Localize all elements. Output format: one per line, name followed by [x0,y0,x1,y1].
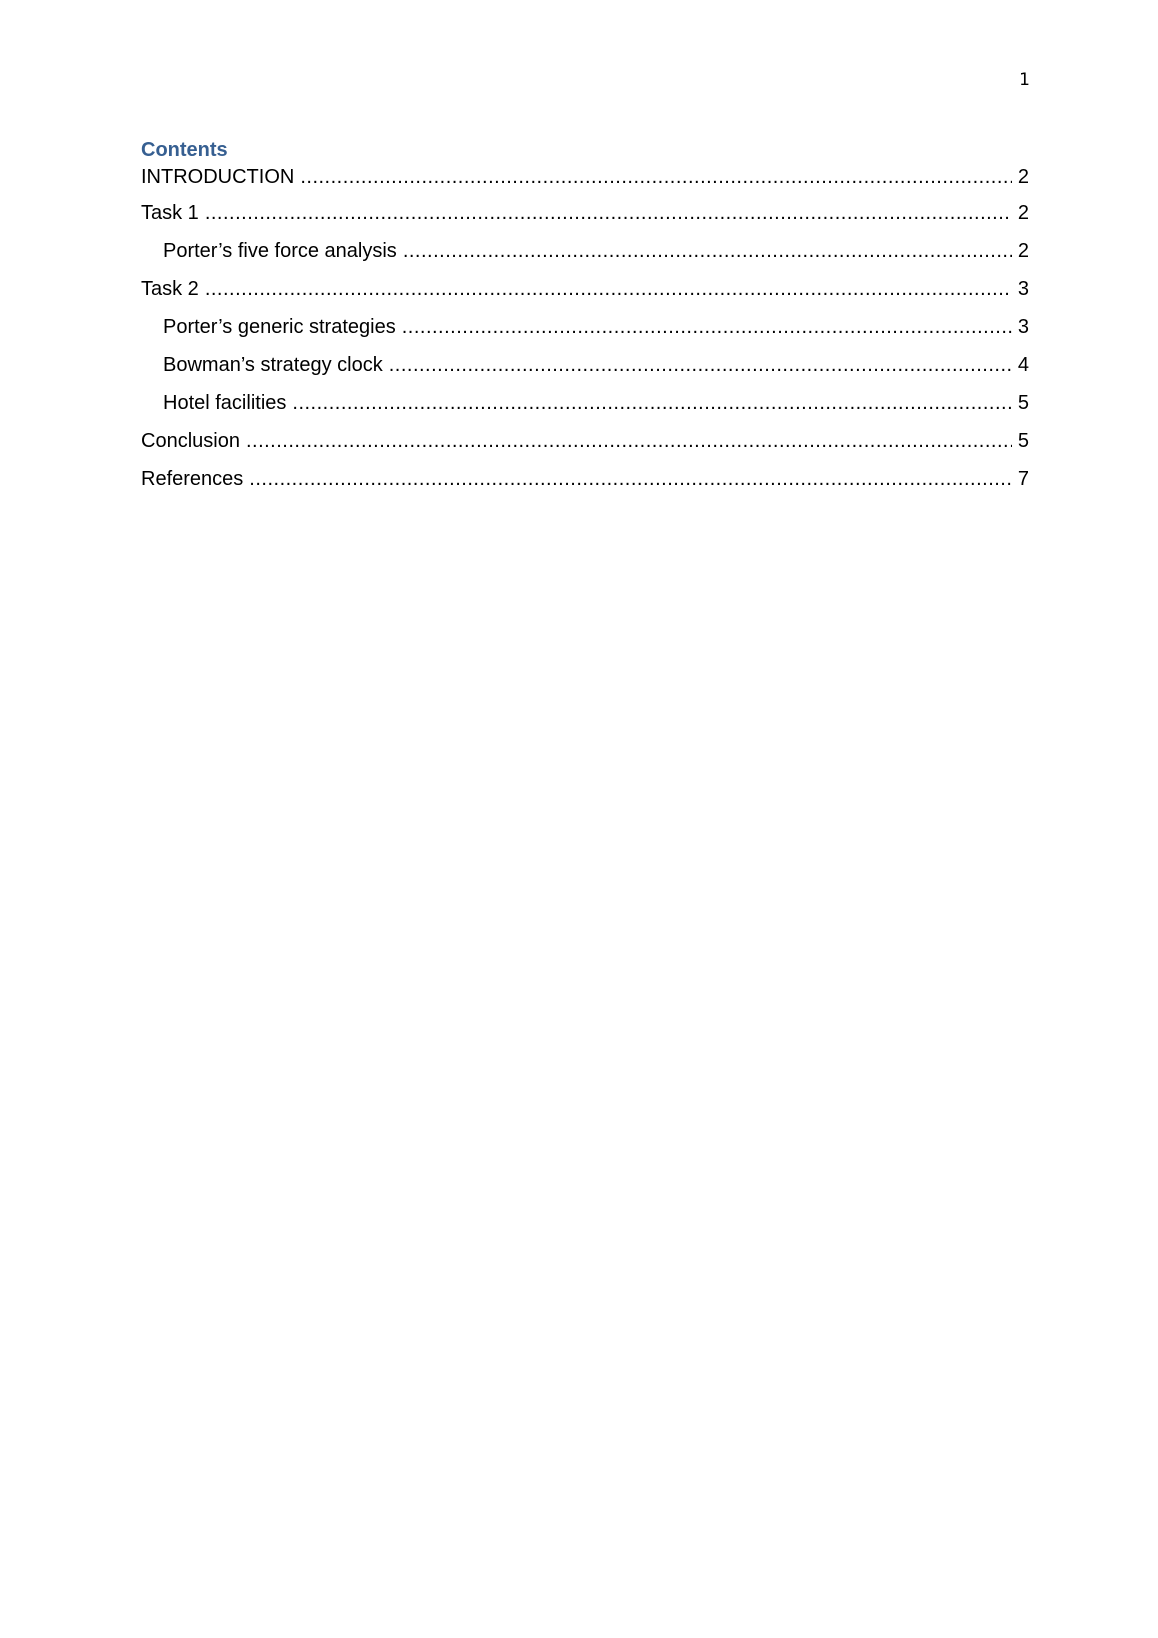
toc-entry-title: INTRODUCTION [141,166,295,188]
toc-entry-task-2[interactable] [141,277,1029,315]
toc-entry-hotel-facilities[interactable] [141,391,1029,429]
toc-entry-page: 3 [1017,316,1029,338]
toc-entry-page: 5 [1017,392,1029,414]
toc-entry-introduction[interactable] [141,165,1029,201]
toc-entry-title: Hotel facilities [163,392,287,414]
toc-dot-leader [403,239,1012,263]
toc-entry-page: 5 [1017,430,1029,452]
toc-entry-title: Conclusion [141,430,240,452]
toc-dot-leader [292,391,1011,415]
toc-entry-title: Porter’s five force analysis [163,240,397,262]
toc-entry-page: 7 [1017,468,1029,490]
toc-entry-page: 4 [1017,354,1029,376]
table-of-contents [141,138,1029,505]
toc-entry-task-1[interactable] [141,201,1029,239]
toc-entry-page: 2 [1017,240,1029,262]
toc-entry-conclusion[interactable] [141,429,1029,467]
toc-entry-page: 2 [1017,166,1029,188]
toc-entry-title: Task 2 [141,278,199,300]
toc-dot-leader [205,201,1012,225]
toc-dot-leader [300,165,1012,189]
toc-entry-title: References [141,468,244,490]
toc-dot-leader [246,429,1012,453]
toc-entry-porters-five-force-analysis[interactable] [141,239,1029,277]
toc-entry-porters-generic-strategies[interactable] [141,315,1029,353]
toc-entry-title: Task 1 [141,202,199,224]
toc-dot-leader [249,467,1012,491]
toc-entry-references[interactable] [141,467,1029,505]
toc-heading: Contents [141,139,228,161]
toc-list [141,165,1029,505]
toc-entry-bowmans-strategy-clock[interactable] [141,353,1029,391]
toc-dot-leader [389,353,1012,377]
toc-entry-title: Bowman’s strategy clock [163,354,383,376]
page-number: 1 [1019,70,1030,90]
toc-entry-page: 2 [1017,202,1029,224]
toc-entry-title: Porter’s generic strategies [163,316,396,338]
toc-entry-page: 3 [1017,278,1029,300]
toc-dot-leader [402,315,1012,339]
toc-dot-leader [205,277,1012,301]
